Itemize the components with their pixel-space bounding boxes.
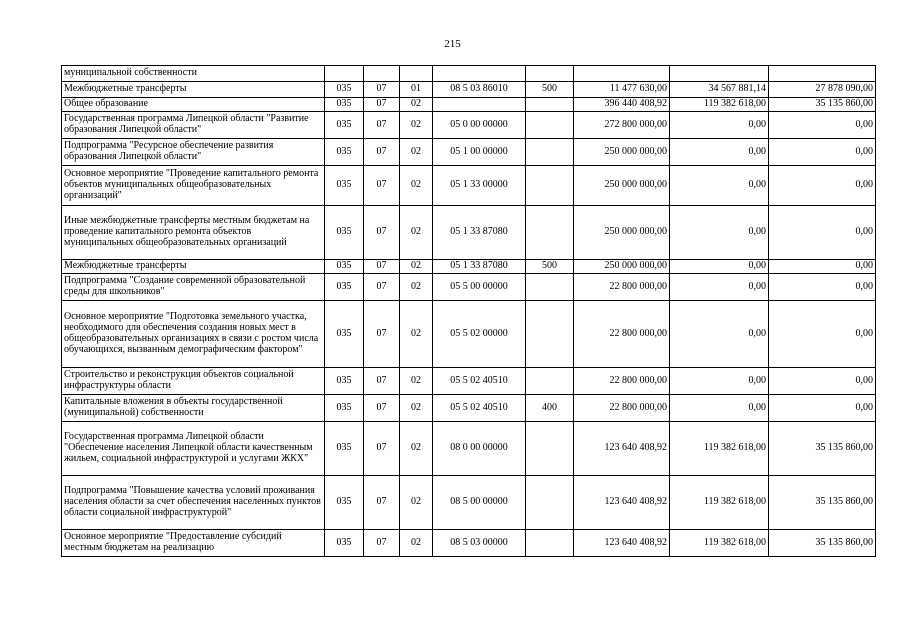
table-row <box>62 395 876 422</box>
row-name: Общее образование <box>62 98 325 112</box>
row-name: Межбюджетные трансферты <box>62 82 325 98</box>
sum-2021: 35 135 860,00 <box>769 476 876 530</box>
admin-code: 035 <box>325 301 364 368</box>
admin-code: 035 <box>325 274 364 301</box>
target-code: 05 5 00 00000 <box>433 274 526 301</box>
sum-2021: 0,00 <box>769 112 876 139</box>
sum-2019: 123 640 408,92 <box>574 422 670 476</box>
admin-code <box>325 66 364 82</box>
section-code: 07 <box>364 82 400 98</box>
sum-2019: 250 000 000,00 <box>574 260 670 274</box>
section-code: 07 <box>364 98 400 112</box>
table-row <box>62 301 876 368</box>
subsection-code: 02 <box>400 139 433 166</box>
section-code: 07 <box>364 530 400 557</box>
admin-code: 035 <box>325 476 364 530</box>
row-name: Подпрограмма "Повышение качества условий проживания населения области за счет обеспечения населенных пунктов области социальной инфраструктурой" <box>62 476 325 530</box>
section-code: 07 <box>364 476 400 530</box>
section-code: 07 <box>364 368 400 395</box>
admin-code: 035 <box>325 395 364 422</box>
subsection-code: 02 <box>400 368 433 395</box>
subsection-code: 02 <box>400 274 433 301</box>
expense-type-code <box>526 274 574 301</box>
expense-type-code <box>526 98 574 112</box>
target-code: 05 1 00 00000 <box>433 139 526 166</box>
budget-table-body <box>62 66 876 557</box>
sum-2021: 35 135 860,00 <box>769 422 876 476</box>
sum-2020: 0,00 <box>670 260 769 274</box>
row-name: Капитальные вложения в объекты государственной (муниципальной) собственности <box>62 395 325 422</box>
admin-code: 035 <box>325 368 364 395</box>
table-row <box>62 112 876 139</box>
target-code: 05 0 00 00000 <box>433 112 526 139</box>
target-code: 05 1 33 00000 <box>433 166 526 206</box>
subsection-code: 02 <box>400 166 433 206</box>
sum-2020: 0,00 <box>670 112 769 139</box>
admin-code: 035 <box>325 166 364 206</box>
expense-type-code <box>526 139 574 166</box>
table-row <box>62 274 876 301</box>
sum-2021: 0,00 <box>769 206 876 260</box>
sum-2020: 0,00 <box>670 139 769 166</box>
subsection-code: 02 <box>400 98 433 112</box>
admin-code: 035 <box>325 82 364 98</box>
sum-2019: 22 800 000,00 <box>574 274 670 301</box>
sum-2020: 0,00 <box>670 206 769 260</box>
sum-2020: 0,00 <box>670 368 769 395</box>
expense-type-code <box>526 530 574 557</box>
section-code <box>364 66 400 82</box>
sum-2021: 27 878 090,00 <box>769 82 876 98</box>
admin-code: 035 <box>325 98 364 112</box>
sum-2020: 0,00 <box>670 301 769 368</box>
sum-2021: 0,00 <box>769 395 876 422</box>
page-number: 215 <box>444 38 461 50</box>
target-code: 05 1 33 87080 <box>433 260 526 274</box>
sum-2020 <box>670 66 769 82</box>
sum-2019: 250 000 000,00 <box>574 139 670 166</box>
table-row <box>62 368 876 395</box>
budget-table <box>61 65 876 557</box>
row-name: Основное мероприятие "Предоставление субсидий местным бюджетам на реализацию <box>62 530 325 557</box>
sum-2019: 123 640 408,92 <box>574 530 670 557</box>
expense-type-code <box>526 476 574 530</box>
expense-type-code <box>526 301 574 368</box>
sum-2019: 22 800 000,00 <box>574 395 670 422</box>
sum-2019: 250 000 000,00 <box>574 166 670 206</box>
table-row <box>62 166 876 206</box>
sum-2021: 0,00 <box>769 368 876 395</box>
expense-type-code: 400 <box>526 395 574 422</box>
target-code <box>433 66 526 82</box>
target-code: 05 1 33 87080 <box>433 206 526 260</box>
sum-2020: 0,00 <box>670 166 769 206</box>
row-name: Подпрограмма "Создание современной образовательной среды для школьников" <box>62 274 325 301</box>
subsection-code: 02 <box>400 112 433 139</box>
expense-type-code: 500 <box>526 82 574 98</box>
expense-type-code <box>526 206 574 260</box>
sum-2021: 35 135 860,00 <box>769 98 876 112</box>
sum-2019: 250 000 000,00 <box>574 206 670 260</box>
admin-code: 035 <box>325 530 364 557</box>
admin-code: 035 <box>325 139 364 166</box>
sum-2019: 396 440 408,92 <box>574 98 670 112</box>
admin-code: 035 <box>325 206 364 260</box>
table-row <box>62 476 876 530</box>
row-name: Основное мероприятие "Проведение капитального ремонта объектов муниципальных общеобразовательных организаций" <box>62 166 325 206</box>
target-code: 05 5 02 40510 <box>433 395 526 422</box>
sum-2019: 123 640 408,92 <box>574 476 670 530</box>
section-code: 07 <box>364 166 400 206</box>
sum-2021: 35 135 860,00 <box>769 530 876 557</box>
subsection-code: 02 <box>400 422 433 476</box>
section-code: 07 <box>364 139 400 166</box>
expense-type-code <box>526 112 574 139</box>
sum-2020: 119 382 618,00 <box>670 530 769 557</box>
section-code: 07 <box>364 112 400 139</box>
row-name: Строительство и реконструкция объектов социальной инфраструктуры области <box>62 368 325 395</box>
table-row <box>62 260 876 274</box>
target-code: 08 5 00 00000 <box>433 476 526 530</box>
row-name: муниципальной собственности <box>62 66 325 82</box>
table-row <box>62 82 876 98</box>
row-name: Основное мероприятие "Подготовка земельного участка, необходимого для обеспечения создания новых мест в общеобразовательных организациях в связи с ростом числа обучающихся, вызванным демографическим фактором" <box>62 301 325 368</box>
expense-type-code <box>526 66 574 82</box>
row-name: Подпрограмма "Ресурсное обеспечение развития образования Липецкой области" <box>62 139 325 166</box>
table-row <box>62 139 876 166</box>
sum-2021: 0,00 <box>769 139 876 166</box>
section-code: 07 <box>364 260 400 274</box>
sum-2019: 22 800 000,00 <box>574 368 670 395</box>
target-code: 08 5 03 00000 <box>433 530 526 557</box>
section-code: 07 <box>364 422 400 476</box>
section-code: 07 <box>364 301 400 368</box>
section-code: 07 <box>364 274 400 301</box>
subsection-code: 02 <box>400 301 433 368</box>
table-row <box>62 66 876 82</box>
sum-2019: 22 800 000,00 <box>574 301 670 368</box>
sum-2020: 119 382 618,00 <box>670 98 769 112</box>
row-name: Государственная программа Липецкой области "Обеспечение населения Липецкой области качественным жильем, социальной инфраструктурой и услугами ЖКХ" <box>62 422 325 476</box>
table-row <box>62 422 876 476</box>
subsection-code: 02 <box>400 530 433 557</box>
sum-2020: 119 382 618,00 <box>670 422 769 476</box>
subsection-code: 01 <box>400 82 433 98</box>
target-code: 05 5 02 00000 <box>433 301 526 368</box>
expense-type-code <box>526 422 574 476</box>
subsection-code: 02 <box>400 476 433 530</box>
sum-2021: 0,00 <box>769 301 876 368</box>
table-row <box>62 206 876 260</box>
sum-2021: 0,00 <box>769 274 876 301</box>
sum-2019: 272 800 000,00 <box>574 112 670 139</box>
subsection-code: 02 <box>400 206 433 260</box>
admin-code: 035 <box>325 422 364 476</box>
sum-2020: 0,00 <box>670 395 769 422</box>
expense-type-code <box>526 166 574 206</box>
target-code <box>433 98 526 112</box>
sum-2019 <box>574 66 670 82</box>
expense-type-code <box>526 368 574 395</box>
subsection-code: 02 <box>400 260 433 274</box>
section-code: 07 <box>364 395 400 422</box>
admin-code: 035 <box>325 260 364 274</box>
sum-2021: 0,00 <box>769 166 876 206</box>
subsection-code <box>400 66 433 82</box>
target-code: 08 5 03 86010 <box>433 82 526 98</box>
row-name: Государственная программа Липецкой области "Развитие образования Липецкой области" <box>62 112 325 139</box>
admin-code: 035 <box>325 112 364 139</box>
row-name: Межбюджетные трансферты <box>62 260 325 274</box>
target-code: 05 5 02 40510 <box>433 368 526 395</box>
target-code: 08 0 00 00000 <box>433 422 526 476</box>
row-name: Иные межбюджетные трансферты местным бюджетам на проведение капитального ремонта объектов муниципальных общеобразовательных организаций <box>62 206 325 260</box>
subsection-code: 02 <box>400 395 433 422</box>
table-row <box>62 98 876 112</box>
sum-2020: 119 382 618,00 <box>670 476 769 530</box>
sum-2020: 34 567 881,14 <box>670 82 769 98</box>
expense-type-code: 500 <box>526 260 574 274</box>
sum-2021: 0,00 <box>769 260 876 274</box>
sum-2020: 0,00 <box>670 274 769 301</box>
table-row <box>62 530 876 557</box>
section-code: 07 <box>364 206 400 260</box>
sum-2019: 11 477 630,00 <box>574 82 670 98</box>
sum-2021 <box>769 66 876 82</box>
